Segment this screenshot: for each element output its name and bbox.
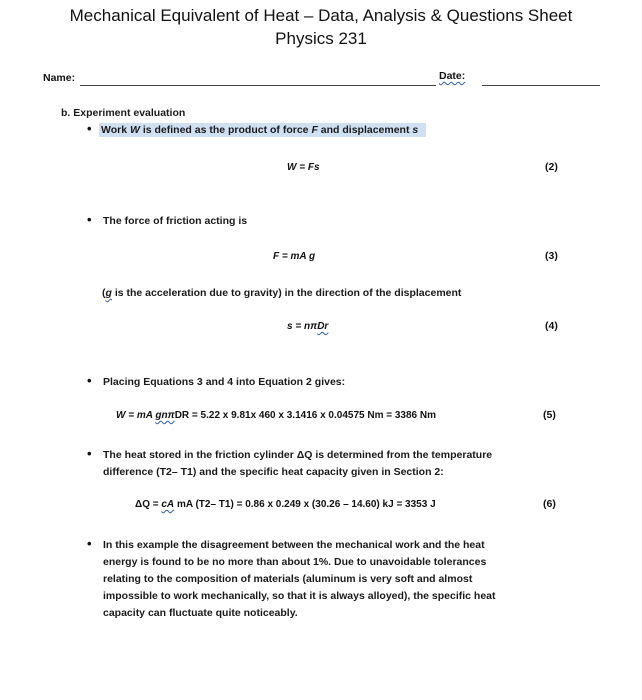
gravity-note: (g is the acceleration due to gravity) in the direction of the displacement: [102, 287, 462, 299]
bullet-marker: •: [87, 121, 92, 136]
equation-4: s = nπDr: [287, 321, 329, 332]
equation-4-number: (4): [545, 320, 558, 332]
equation-6: ΔQ = cA mA (T2– T1) = 0.86 x 0.249 x (30.26 – 14.60) kJ = 3353 J: [135, 499, 436, 510]
bullet-marker: •: [87, 212, 92, 227]
conclusion-line-3: relating to the composition of materials (aluminum is very soft and almost: [103, 573, 473, 585]
equation-5: W = mA gnπDR = 5.22 x 9.81x 460 x 3.1416 x 0.04575 Nm = 3386 Nm: [116, 410, 437, 421]
equation-5-number: (5): [543, 409, 556, 421]
date-label: Date:: [439, 70, 466, 82]
document-subtitle: Physics 231: [275, 29, 367, 48]
conclusion-line-2: energy is found to be no more than about 1%. Due to unavoidable tolerances: [103, 556, 487, 568]
conclusion-line-4: impossible to work mechanically, so that it is always alloyed), the specific heat: [103, 590, 496, 602]
equation-2-number: (2): [545, 161, 558, 173]
equation-6-number: (6): [543, 498, 556, 510]
friction-text: The force of friction acting is: [103, 215, 248, 227]
heat-text-line-2: difference (T2– T1) and the specific heat capacity given in Section 2:: [103, 466, 444, 478]
conclusion-line-5: capacity can fluctuate quite noticeably.: [103, 607, 298, 619]
work-definition: Work W is defined as the product of force F and displacement s: [99, 122, 426, 139]
conclusion-line-1: In this example the disagreement between the mechanical work and the heat: [103, 539, 485, 551]
equation-3-number: (3): [545, 250, 558, 262]
placing-text: Placing Equations 3 and 4 into Equation 2 gives:: [103, 376, 346, 388]
equation-2: W = Fs: [287, 162, 320, 173]
equation-3: F = mA g: [273, 251, 316, 262]
bullet-marker: •: [87, 373, 92, 388]
bullet-marker: •: [87, 536, 92, 551]
name-label: Name:: [43, 72, 76, 84]
section-heading: b. Experiment evaluation: [61, 107, 186, 119]
bullet-marker: •: [87, 446, 92, 461]
date-field-line: [482, 85, 600, 86]
name-field-line: [80, 85, 436, 86]
document-title: Mechanical Equivalent of Heat – Data, Analysis & Questions Sheet: [69, 6, 573, 25]
heat-text-line-1: The heat stored in the friction cylinder ΔQ is determined from the temperature: [103, 449, 493, 461]
